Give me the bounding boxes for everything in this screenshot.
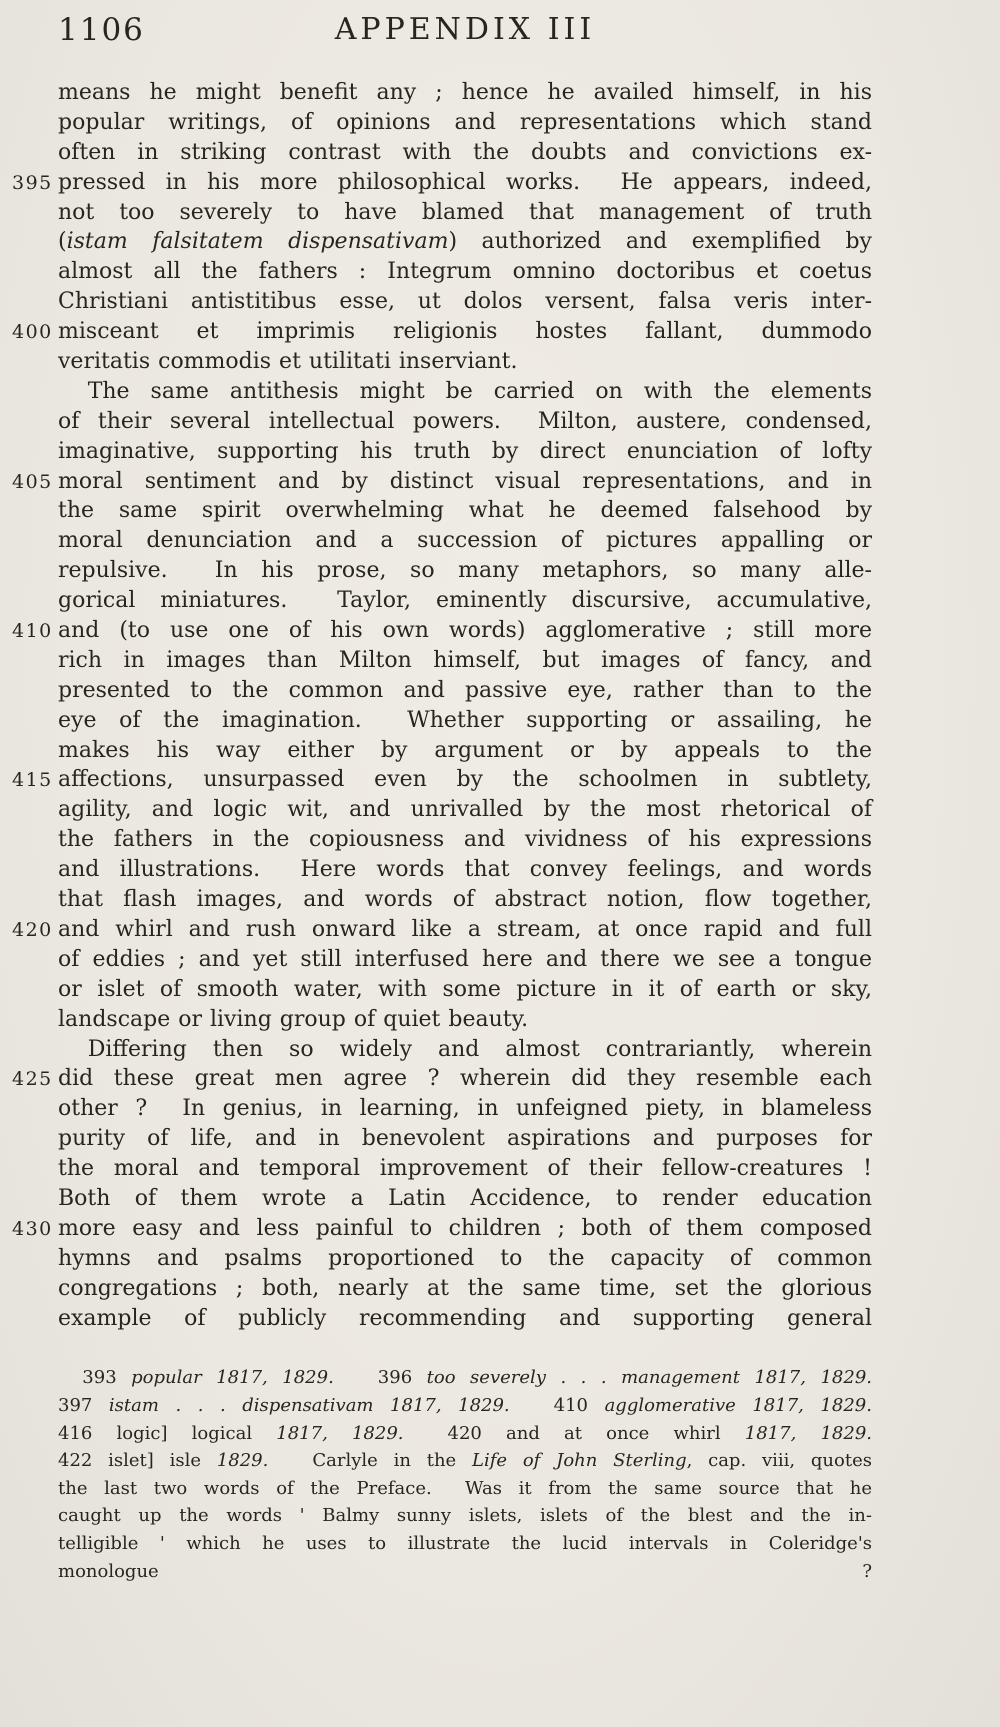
text-segment: and (to use one of his own words) agglomerative ; still more — [58, 618, 872, 644]
text-line — [58, 347, 872, 377]
text-line — [58, 1244, 872, 1274]
text-line — [58, 108, 872, 138]
text-segment: misceant et imprimis religionis hostes fallant, dummodo — [58, 319, 872, 345]
text-segment: and whirl and rush onward like a stream, at once rapid and full — [58, 916, 872, 942]
text-segment: 422 islet] isle — [58, 1450, 217, 1472]
text-segment: istam falsitatem dispensativam — [66, 229, 449, 255]
text-line — [58, 437, 872, 467]
text-segment: and illustrations. Here words that convey feelings, and words — [58, 857, 872, 883]
text-line — [58, 1124, 872, 1154]
text-segment: rich in images than Milton himself, but images of fancy, and — [58, 647, 872, 673]
text-segment: 416 logic] logical — [58, 1422, 277, 1444]
text-line — [58, 1447, 872, 1475]
text-line — [58, 646, 872, 676]
text-line — [12, 1064, 872, 1094]
text-line — [58, 78, 872, 108]
text-segment: Both of them wrote a Latin Accidence, to render education — [58, 1185, 872, 1211]
body-text-block — [12, 78, 872, 1333]
text-line — [58, 1558, 872, 1586]
text-line — [58, 496, 872, 526]
text-line — [58, 1530, 872, 1558]
text-line — [12, 765, 872, 795]
text-line — [58, 1364, 872, 1392]
text-segment: ) authorized and exemplified by — [448, 229, 872, 255]
margin-line-number: 395 — [12, 171, 53, 194]
footnotes-block — [58, 1364, 872, 1585]
text-line — [58, 227, 872, 257]
text-segment: congregations ; both, nearly at the same time, set the glorious — [58, 1275, 872, 1301]
text-line — [58, 1005, 872, 1035]
text-segment: presented to the common and passive eye, rather than to the — [58, 677, 872, 703]
text-line — [58, 825, 872, 855]
text-segment: hymns and psalms proportioned to the capacity of common — [58, 1245, 872, 1271]
text-segment: more easy and less painful to children ; both of them composed — [58, 1215, 872, 1241]
text-segment: Differing then so widely and almost contrariantly, wherein — [87, 1036, 872, 1062]
page-header — [0, 0, 1000, 62]
text-line — [12, 915, 872, 945]
text-segment: too severely . . . management — [426, 1367, 740, 1389]
text-segment: telligible ' which he uses to illustrate the lucid intervals in Coleridge's — [58, 1532, 872, 1554]
text-line — [58, 1154, 872, 1184]
text-segment: The same antithesis might be carried on with the elements — [87, 378, 872, 404]
text-line — [12, 1214, 872, 1244]
text-line — [58, 198, 872, 228]
text-segment: or islet of smooth water, with some picture in it of earth or sky, — [58, 976, 872, 1002]
text-segment: purity of life, and in benevolent aspirations and purposes for — [58, 1126, 872, 1152]
text-segment: 420 and at once whirl — [447, 1422, 745, 1444]
text-segment: of their several intellectual powers. Milton, austere, condensed, — [58, 408, 872, 434]
text-line — [58, 257, 872, 287]
text-segment: 1817, 1829. — [276, 1422, 404, 1444]
text-line — [58, 736, 872, 766]
text-segment: means he might benefit any ; hence he availed himself, in his — [58, 80, 872, 105]
margin-line-number: 400 — [12, 321, 53, 344]
text-line — [58, 706, 872, 736]
text-line — [58, 945, 872, 975]
text-segment: agility, and logic wit, and unrivalled by the most rhetorical of — [58, 797, 872, 823]
text-line — [58, 885, 872, 915]
text-line — [12, 467, 872, 497]
text-segment: that flash images, and words of abstract notion, flow together, — [58, 887, 872, 913]
text-segment: often in striking contrast with the doubts and convictions ex- — [58, 139, 872, 165]
margin-line-number: 405 — [12, 470, 53, 493]
text-segment: popular — [131, 1367, 202, 1389]
text-line — [58, 556, 872, 586]
margin-line-number: 425 — [12, 1068, 53, 1091]
text-line — [12, 317, 872, 347]
text-segment: moral denunciation and a succession of pictures appalling or — [58, 528, 872, 554]
margin-line-number: 420 — [12, 918, 53, 941]
text-segment — [374, 1395, 391, 1416]
text-segment — [736, 1395, 753, 1416]
text-segment: 1817, 1829. — [752, 1395, 872, 1416]
text-segment: 1817, 1829. — [390, 1395, 510, 1416]
text-segment: 393 — [82, 1367, 132, 1389]
text-segment: 397 — [58, 1395, 109, 1416]
text-segment: moral sentiment and by distinct visual representations, and in — [58, 468, 872, 494]
text-segment: popular writings, of opinions and representations which stand — [58, 109, 872, 135]
text-segment: 1817, 1829. — [216, 1367, 334, 1389]
text-line — [12, 616, 872, 646]
text-segment: eye of the imagination. Whether supporting or assailing, he — [58, 707, 872, 733]
text-segment: ( — [58, 229, 67, 255]
margin-line-number: 430 — [12, 1217, 53, 1240]
text-line — [58, 407, 872, 437]
text-segment: the moral and temporal improvement of their fellow-creatures ! — [58, 1156, 872, 1182]
text-segment: did these great men agree ? wherein did they resemble each — [58, 1066, 872, 1092]
text-segment: 396 — [377, 1367, 427, 1389]
text-line — [58, 1274, 872, 1304]
text-segment: example of publicly recommending and supporting general — [58, 1305, 872, 1331]
text-line — [58, 1475, 872, 1503]
text-segment: almost all the fathers : Integrum omnino doctoribus et coetus — [58, 259, 872, 285]
text-segment: the fathers in the copiousness and vividness of his expressions — [58, 827, 872, 853]
text-segment: not too severely to have blamed that management of truth — [58, 199, 872, 225]
text-segment: affections, unsurpassed even by the schoolmen in subtlety, — [58, 767, 872, 793]
text-line — [58, 1304, 872, 1334]
text-segment: 1817, 1829. — [754, 1367, 872, 1389]
text-line — [58, 287, 872, 317]
margin-line-number: 415 — [12, 769, 53, 792]
text-line — [58, 586, 872, 616]
text-segment: landscape or living group of quiet beauty. — [58, 1006, 529, 1032]
text-segment: other ? In genius, in learning, in unfeigned piety, in blameless — [58, 1096, 872, 1122]
text-segment: Life of John Sterling — [472, 1450, 687, 1472]
text-line — [12, 168, 872, 198]
text-line — [58, 1420, 872, 1448]
text-segment: imaginative, supporting his truth by direct enunciation of lofty — [58, 438, 872, 464]
text-segment: 410 — [553, 1395, 605, 1416]
text-line — [58, 1184, 872, 1214]
text-segment — [202, 1367, 217, 1388]
text-segment: of eddies ; and yet still interfused here and there we see a tongue — [58, 946, 872, 972]
running-head: APPENDIX III — [334, 12, 596, 47]
text-segment — [740, 1367, 755, 1388]
text-line — [58, 855, 872, 885]
text-line — [58, 1094, 872, 1124]
text-segment: , cap. viii, quotes — [686, 1450, 872, 1472]
text-segment: makes his way either by argument or by appeals to the — [58, 737, 872, 763]
text-segment: the last two words of the Preface. Was it from the same source that he — [58, 1477, 872, 1499]
text-segment: Christiani antistitibus esse, ut dolos versent, falsa veris inter- — [58, 289, 872, 315]
text-line — [58, 138, 872, 168]
text-segment: repulsive. In his prose, so many metaphors, so many alle- — [58, 558, 872, 584]
text-line — [58, 526, 872, 556]
text-line — [58, 1035, 872, 1065]
text-segment: istam . . . dispensativam — [108, 1395, 374, 1416]
text-segment: gorical miniatures. Taylor, eminently discursive, accumulative, — [58, 588, 872, 614]
text-line — [58, 676, 872, 706]
text-line — [58, 1392, 872, 1420]
text-segment: 1817, 1829. — [744, 1422, 872, 1444]
text-line — [58, 975, 872, 1005]
text-segment: pressed in his more philosophical works. He appears, indeed, — [58, 169, 872, 195]
text-segment: monologue ? — [58, 1560, 872, 1582]
text-segment: the same spirit overwhelming what he deemed falsehood by — [58, 498, 872, 524]
text-segment: agglomerative — [604, 1395, 736, 1416]
text-line — [58, 795, 872, 825]
page-number: 1106 — [58, 12, 145, 48]
text-segment: veritatis commodis et utilitati inserviant. — [58, 349, 518, 375]
text-segment: caught up the words ' Balmy sunny islets, islets of the blest and the in- — [58, 1505, 872, 1527]
text-segment: 1829. — [216, 1450, 269, 1472]
text-line — [58, 1502, 872, 1530]
text-line — [58, 377, 872, 407]
margin-line-number: 410 — [12, 620, 53, 643]
text-segment: Carlyle in the — [312, 1450, 472, 1472]
